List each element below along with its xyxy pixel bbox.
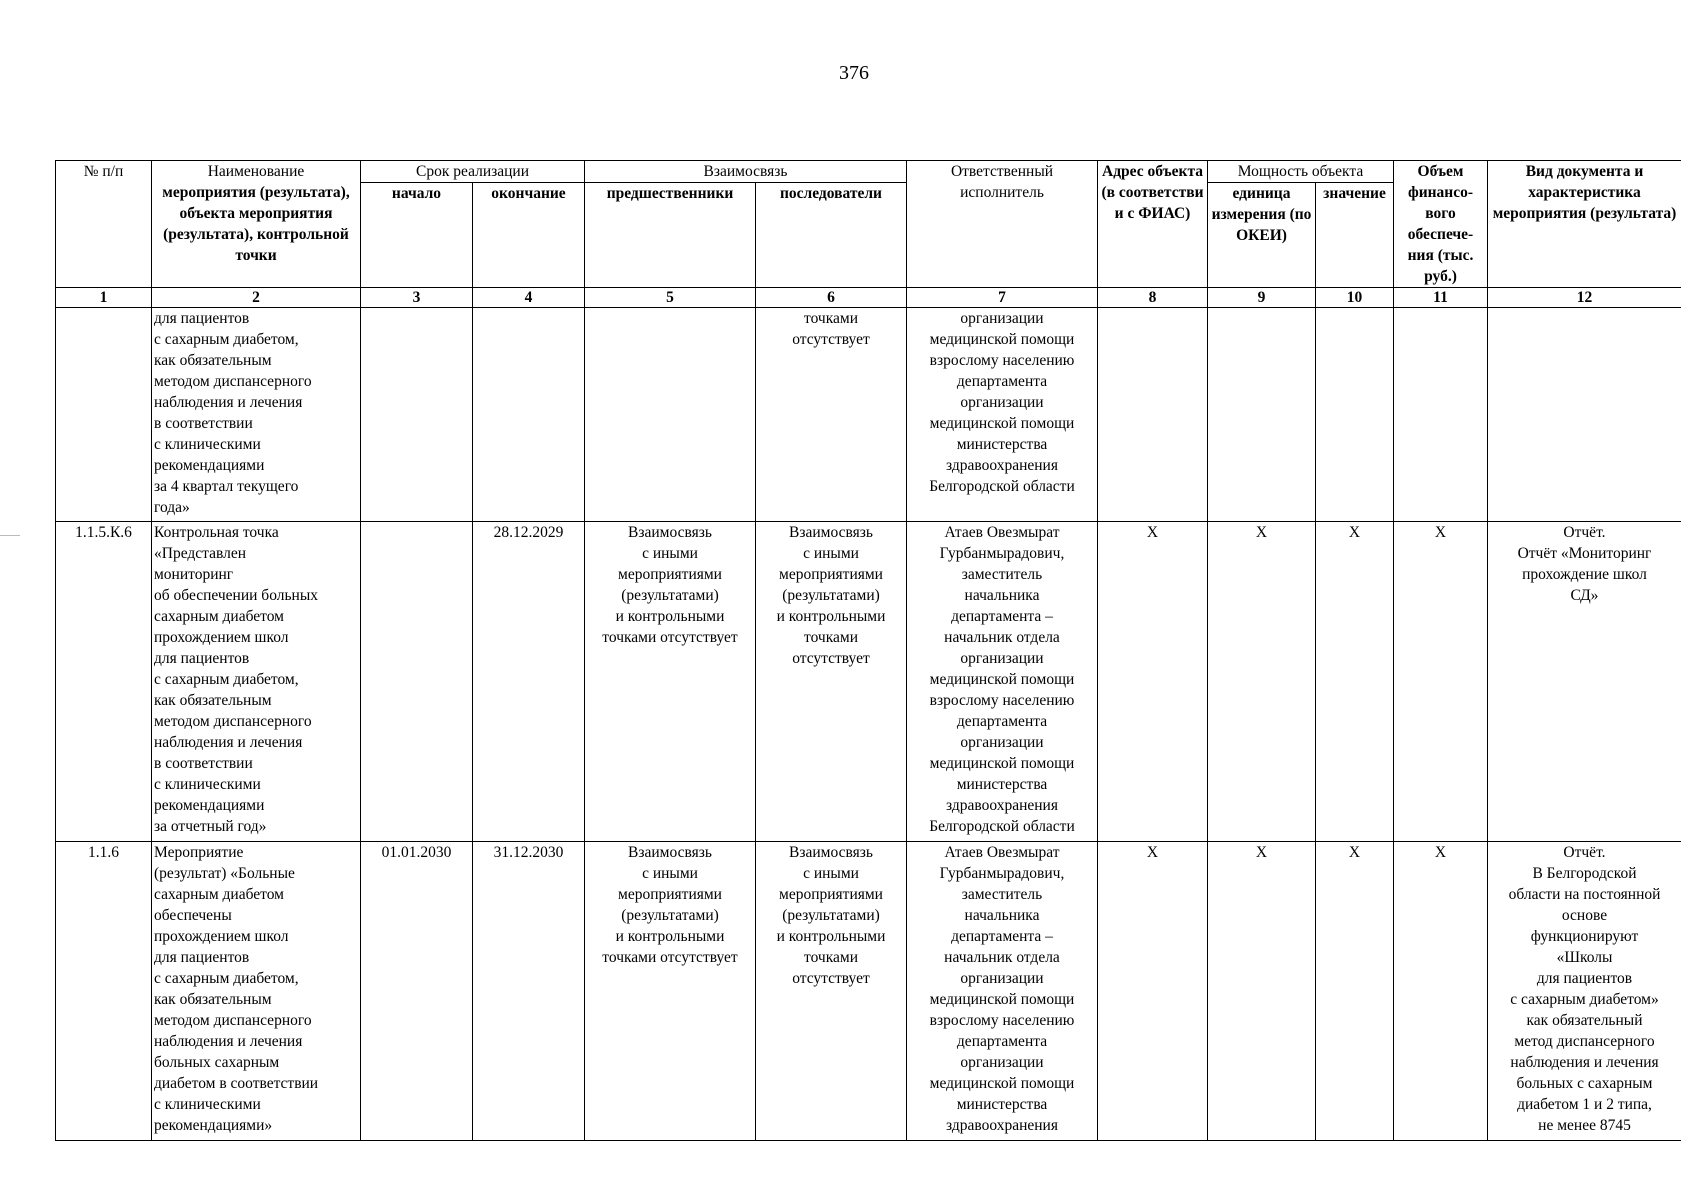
row-end: 28.12.2029 [473, 522, 585, 842]
header-responsible: Ответственный исполнитель [907, 161, 1098, 288]
header-row-1 [56, 161, 1682, 183]
plan-table [55, 160, 1681, 1141]
header-value: значение [1316, 183, 1394, 288]
header-address: Адрес объекта (в соответстви и с ФИАС) [1098, 161, 1208, 288]
header-successors: последователи [756, 183, 907, 288]
row-address: Х [1098, 842, 1208, 1141]
row-responsible: Атаев Овезмырат Гурбанмырадович, заместитель начальника департамента – начальник отдела организации медицинской помощи взрослому населению департамента организации медицинской помощи министерства здравоохранения [907, 842, 1098, 1141]
column-number: 6 [756, 288, 907, 308]
column-number: 9 [1208, 288, 1316, 308]
row-funding: Х [1394, 522, 1488, 842]
row-successors: точками отсутствует [756, 308, 907, 522]
row-predecessors [585, 308, 756, 522]
row-unit [1208, 308, 1316, 522]
row-responsible: Атаев Овезмырат Гурбанмырадович, заместитель начальника департамента – начальник отдела организации медицинской помощи взрослому населению департамента организации медицинской помощи министерства здравоохранения Белгородской области [907, 522, 1098, 842]
header-predecessors: предшественники [585, 183, 756, 288]
column-number: 3 [361, 288, 473, 308]
header-doc-type: Вид документа и характеристика мероприятия (результата) [1488, 161, 1682, 288]
row-value: Х [1316, 842, 1394, 1141]
row-num: 1.1.6 [56, 842, 152, 1141]
row-start [361, 522, 473, 842]
row-start [361, 308, 473, 522]
row-funding: Х [1394, 842, 1488, 1141]
row-unit: Х [1208, 522, 1316, 842]
row-start: 01.01.2030 [361, 842, 473, 1141]
column-number-row [56, 288, 1682, 308]
table-row [56, 842, 1682, 1141]
header-capacity: Мощность объекта [1208, 161, 1394, 183]
column-number: 11 [1394, 288, 1488, 308]
row-num: 1.1.5.К.6 [56, 522, 152, 842]
plan-table-container [55, 160, 1681, 1146]
row-doc: Отчёт. Отчёт «Мониторинг прохождение школ СД» [1488, 522, 1682, 842]
row-unit: Х [1208, 842, 1316, 1141]
row-name: Мероприятие (результат) «Больные сахарным диабетом обеспечены прохождением школ для пациентов с сахарным диабетом, как обязательным методом диспансерного наблюдения и лечения больных сахарным диабетом в соответствии с клиническими рекомендациями» [152, 842, 361, 1141]
header-period-end: окончание [473, 183, 585, 288]
column-number: 10 [1316, 288, 1394, 308]
column-number: 2 [152, 288, 361, 308]
row-value [1316, 308, 1394, 522]
row-successors: Взаимосвязь с иными мероприятиями (результатами) и контрольными точками отсутствует [756, 842, 907, 1141]
row-predecessors: Взаимосвязь с иными мероприятиями (результатами) и контрольными точками отсутствует [585, 522, 756, 842]
row-num [56, 308, 152, 522]
header-col-name [152, 161, 361, 288]
column-number: 8 [1098, 288, 1208, 308]
row-predecessors: Взаимосвязь с иными мероприятиями (результатами) и контрольными точками отсутствует [585, 842, 756, 1141]
table-row [56, 522, 1682, 842]
header-unit: единица измерения (по ОКЕИ) [1208, 183, 1316, 288]
page-number: 376 [839, 62, 869, 84]
row-end [473, 308, 585, 522]
row-end: 31.12.2030 [473, 842, 585, 1141]
row-doc: Отчёт. В Белгородской области на постоянной основе функционируют «Школы для пациентов с сахарным диабетом» как обязательный метод диспансерного наблюдения и лечения больных с сахарным диабетом 1 и 2 типа, не менее 8745 [1488, 842, 1682, 1141]
row-value: Х [1316, 522, 1394, 842]
header-period-start: начало [361, 183, 473, 288]
header-relation: Взаимосвязь [585, 161, 907, 183]
row-name: для пациентов с сахарным диабетом, как обязательным методом диспансерного наблюдения и лечения в соответствии с клиническими рекомендациями за 4 квартал текущего года» [152, 308, 361, 522]
column-number: 12 [1488, 288, 1682, 308]
table-row [56, 308, 1682, 522]
row-doc [1488, 308, 1682, 522]
column-number: 4 [473, 288, 585, 308]
row-funding [1394, 308, 1488, 522]
row-name: Контрольная точка «Представлен мониторинг об обеспечении больных сахарным диабетом прохождением школ для пациентов с сахарным диабетом, как обязательным методом диспансерного наблюдения и лечения в соответствии с клиническими рекомендациями за отчетный год» [152, 522, 361, 842]
header-col-num: № п/п [56, 161, 152, 288]
row-successors: Взаимосвязь с иными мероприятиями (результатами) и контрольными точками отсутствует [756, 522, 907, 842]
column-number: 5 [585, 288, 756, 308]
header-col-name-rest: мероприятия (результата), объекта мероприятия (результата), контрольной точки [162, 184, 350, 264]
header-funding: Объем финансо-вого обеспече-ния (тыс. руб.) [1394, 161, 1488, 288]
row-address [1098, 308, 1208, 522]
row-responsible: организации медицинской помощи взрослому населению департамента организации медицинской помощи министерства здравоохранения Белгородской области [907, 308, 1098, 522]
header-period: Срок реализации [361, 161, 585, 183]
row-address: Х [1098, 522, 1208, 842]
column-number: 7 [907, 288, 1098, 308]
header-col-name-top: Наименование [207, 163, 305, 180]
column-number: 1 [56, 288, 152, 308]
